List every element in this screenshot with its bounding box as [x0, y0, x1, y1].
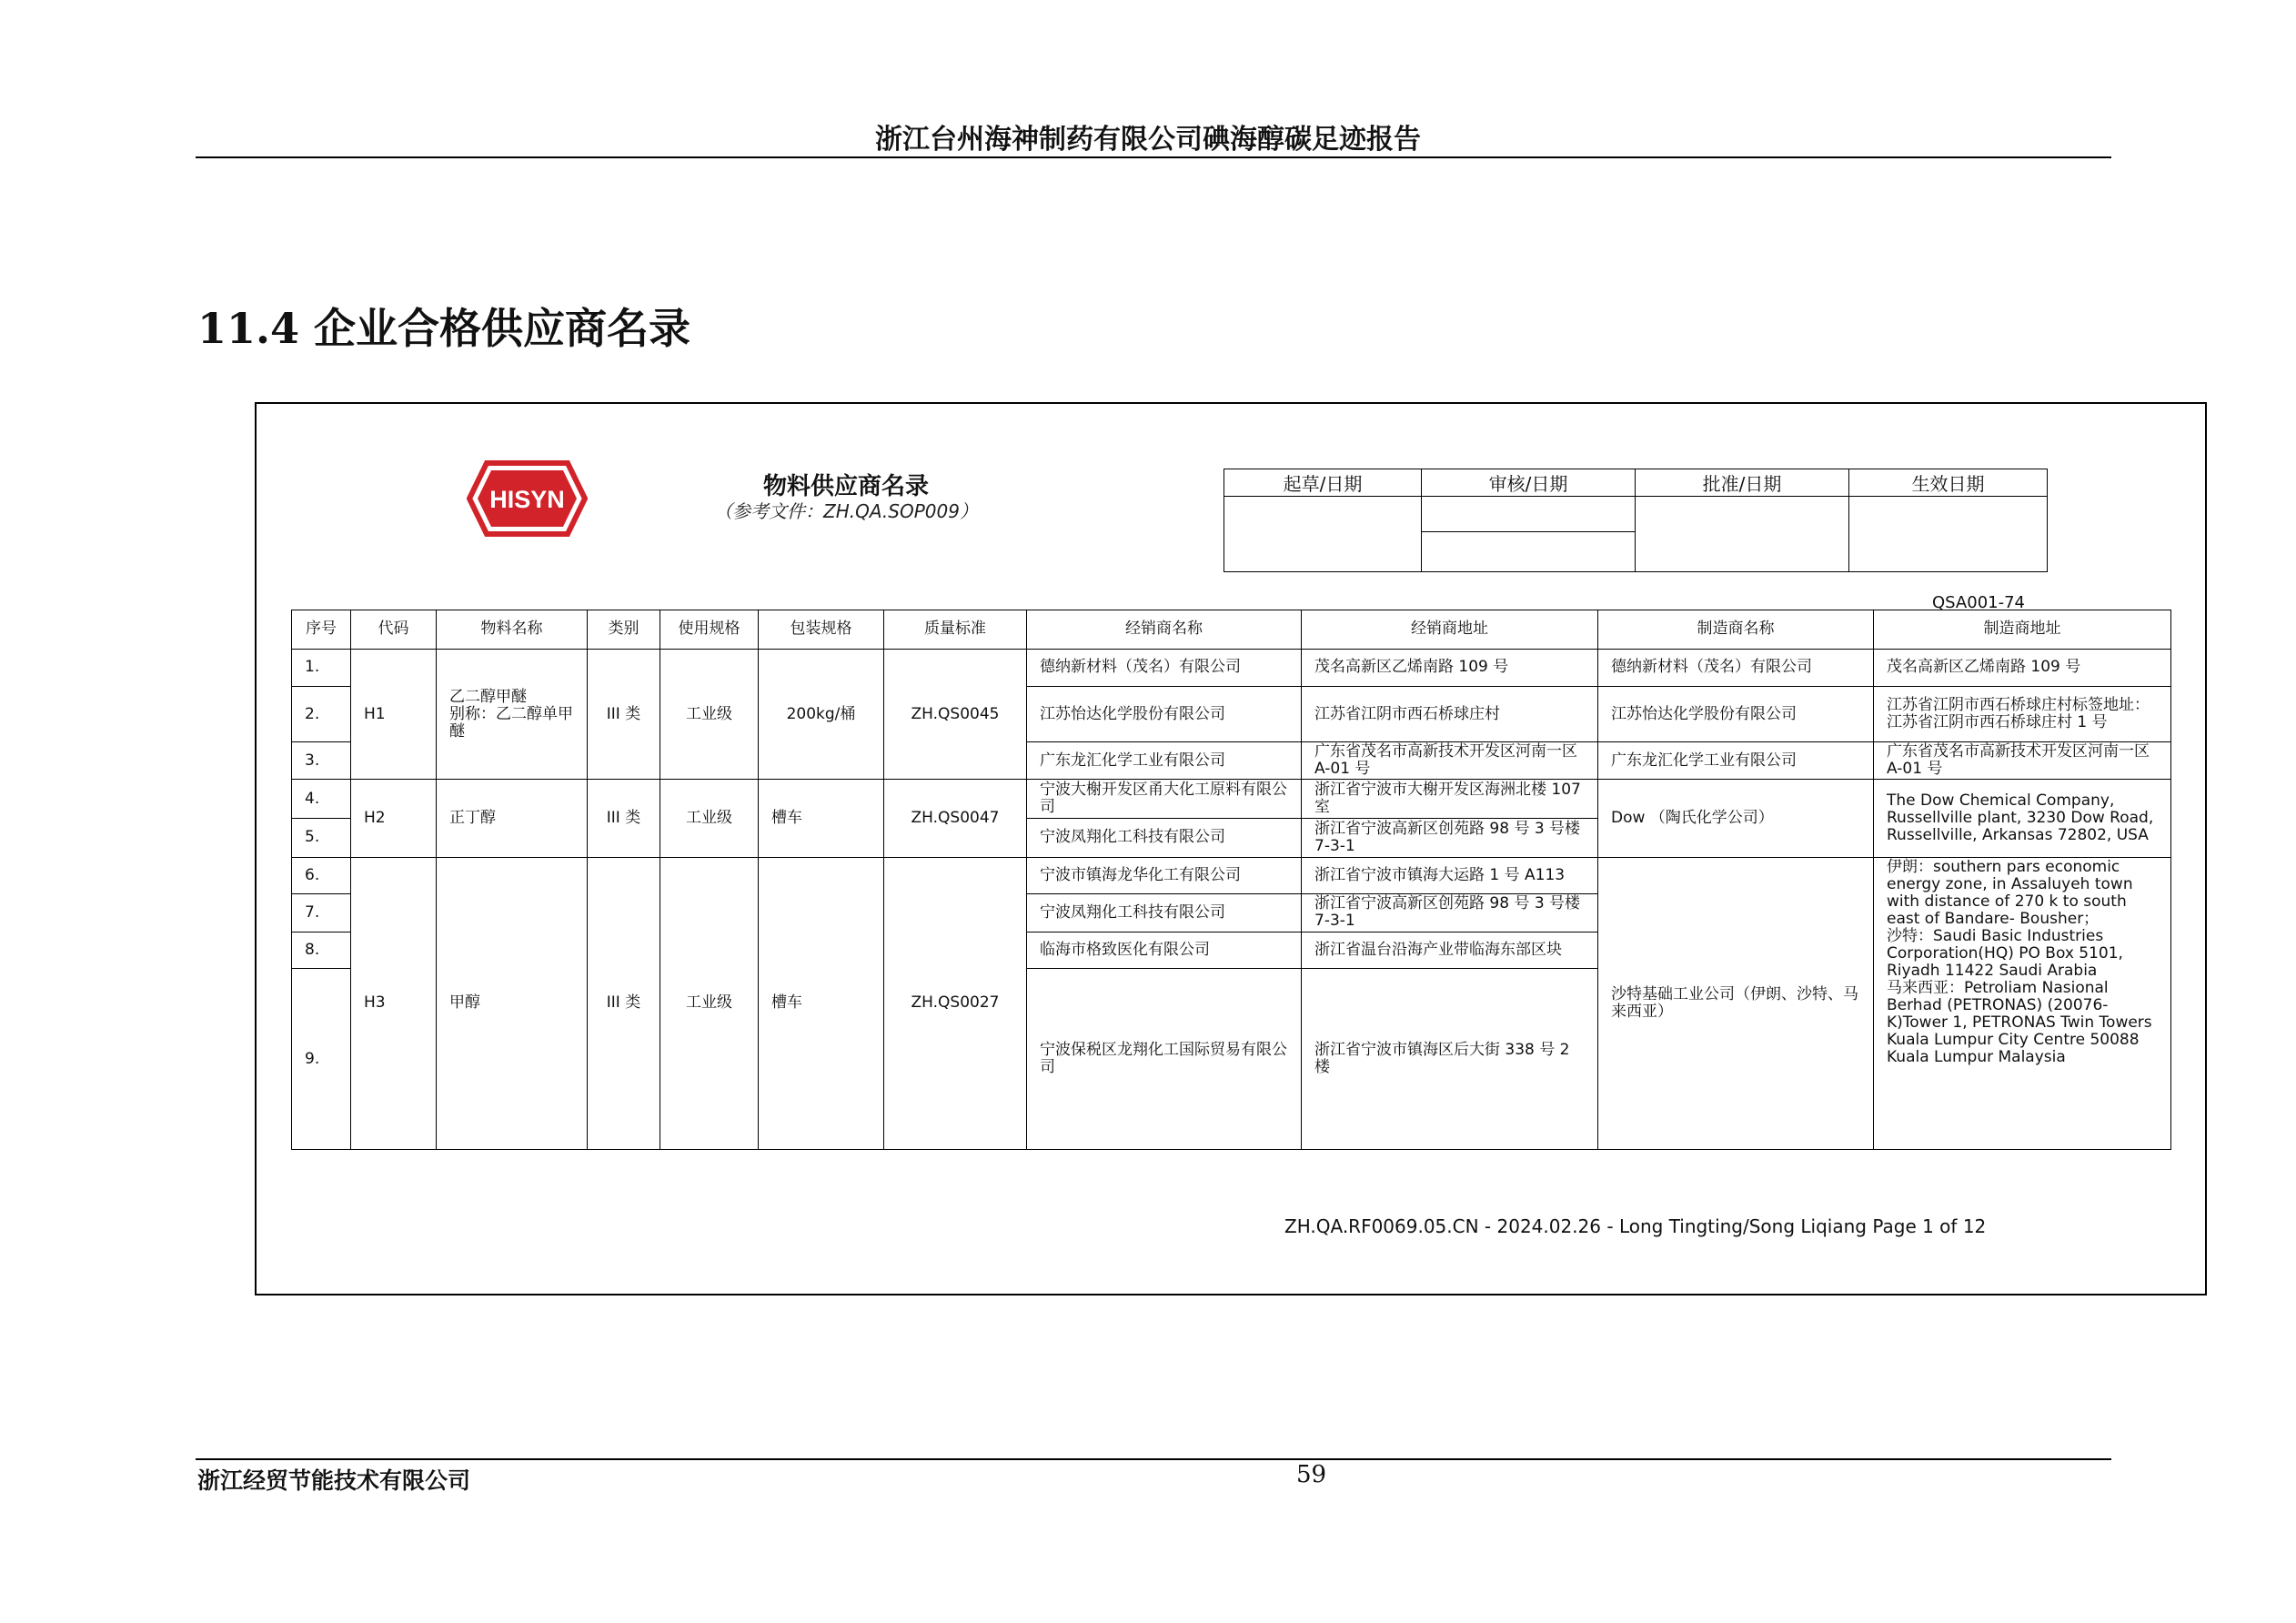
- package-spec: 200kg/桶: [759, 649, 884, 780]
- manufacturer-address: 江苏省江阴市西石桥球庄村标签地址：江苏省江阴市西石桥球庄村 1 号: [1874, 687, 2171, 742]
- form-code: QSA001-74: [1932, 593, 2025, 612]
- form-footer-code: ZH.QA.RF0069.05.CN - 2024.02.26 - Long Tingting/Song Liqiang Page 1 of 12: [1284, 1215, 1987, 1237]
- distributor-name: 宁波保税区龙翔化工国际贸易有限公司: [1027, 969, 1302, 1150]
- package-spec: 槽车: [759, 780, 884, 857]
- row-no: 5.: [292, 819, 351, 858]
- col-header-standard: 质量标准: [884, 610, 1027, 650]
- manufacturer-name: 德纳新材料（茂名）有限公司: [1598, 649, 1874, 687]
- distributor-address: 浙江省宁波市镇海区后大街 338 号 2 楼: [1302, 969, 1598, 1150]
- material-category: III 类: [588, 780, 660, 857]
- approval-table: [1224, 469, 2048, 572]
- approval-cell-approve: [1636, 497, 1849, 572]
- table-row: [292, 780, 2171, 819]
- row-no: 4.: [292, 780, 351, 819]
- material-code: H1: [351, 649, 437, 780]
- col-header-manufacturer: 制造商名称: [1598, 610, 1874, 650]
- distributor-name: 德纳新材料（茂名）有限公司: [1027, 649, 1302, 687]
- form-title: 物料供应商名录: [762, 473, 929, 500]
- distributor-address: 江苏省江阴市西石桥球庄村: [1302, 687, 1598, 742]
- material-name: 正丁醇: [437, 780, 588, 857]
- quality-standard: ZH.QS0027: [884, 857, 1027, 1149]
- material-category: III 类: [588, 857, 660, 1149]
- package-spec: 槽车: [759, 857, 884, 1149]
- distributor-address: 广东省茂名市高新技术开发区河南一区 A-01 号: [1302, 741, 1598, 780]
- supplier-table: [291, 610, 2171, 1150]
- distributor-name: 临海市格致医化有限公司: [1027, 932, 1302, 969]
- col-header-material: 物料名称: [437, 610, 588, 650]
- col-header-manufacturer-address: 制造商地址: [1874, 610, 2171, 650]
- header-divider: [196, 156, 2111, 158]
- page-header-title: 浙江台州海神制药有限公司碘海醇碳足迹报告: [875, 124, 1421, 156]
- distributor-address: 浙江省宁波市大榭开发区海洲北楼 107 室: [1302, 780, 1598, 819]
- material-code: H3: [351, 857, 437, 1149]
- quality-standard: ZH.QS0045: [884, 649, 1027, 780]
- distributor-name: 宁波市镇海龙华化工有限公司: [1027, 857, 1302, 894]
- row-no: 3.: [292, 741, 351, 780]
- footer-company: 浙江经贸节能技术有限公司: [197, 1467, 471, 1494]
- manufacturer-name: 江苏怡达化学股份有限公司: [1598, 687, 1874, 742]
- approval-header-effective: 生效日期: [1849, 469, 2048, 497]
- section-title: 11.4 企业合格供应商名录: [197, 304, 691, 353]
- col-header-distributor-address: 经销商地址: [1302, 610, 1598, 650]
- col-header-category: 类别: [588, 610, 660, 650]
- footer-divider: [196, 1458, 2111, 1460]
- row-no: 2.: [292, 687, 351, 742]
- table-row: [292, 857, 2171, 894]
- usage-spec: 工业级: [660, 857, 759, 1149]
- material-code: H2: [351, 780, 437, 857]
- page-number: 59: [1296, 1461, 1327, 1488]
- approval-header-review: 审核/日期: [1422, 469, 1636, 497]
- col-header-usage-spec: 使用规格: [660, 610, 759, 650]
- manufacturer-address: 广东省茂名市高新技术开发区河南一区 A-01 号: [1874, 741, 2171, 780]
- quality-standard: ZH.QS0047: [884, 780, 1027, 857]
- table-row: [292, 649, 2171, 687]
- usage-spec: 工业级: [660, 780, 759, 857]
- manufacturer-address: 伊朗：southern pars economic energy zone, in Assaluyeh town with distance of 270 k to south east of Bandare- Bousher； 沙特：Saudi Basic Industries Corporation(HQ) PO Box 5101, Riyadh 11422 Saudi Arabia 马来西亚：Petroliam Nasional Berhad (PETRONAS) (20076-K)Tower 1, PETRONAS Twin Towers Kuala Lumpur City Centre 50088 Kuala Lumpur Malaysia: [1874, 857, 2171, 1149]
- row-no: 8.: [292, 932, 351, 969]
- material-name: 甲醇: [437, 857, 588, 1149]
- col-header-package: 包装规格: [759, 610, 884, 650]
- distributor-name: 宁波凤翔化工科技有限公司: [1027, 894, 1302, 932]
- distributor-address: 浙江省宁波高新区创苑路 98 号 3 号楼 7-3-1: [1302, 819, 1598, 858]
- col-header-code: 代码: [351, 610, 437, 650]
- distributor-address: 茂名高新区乙烯南路 109 号: [1302, 649, 1598, 687]
- manufacturer-name: 沙特基础工业公司（伊朗、沙特、马来西亚）: [1598, 857, 1874, 1149]
- approval-cell-review-2: [1422, 531, 1636, 571]
- approval-cell-review-1: [1422, 497, 1636, 531]
- approval-cell-effective: [1849, 497, 2048, 572]
- logo-text: HISYN: [489, 486, 565, 513]
- distributor-address: 浙江省温台沿海产业带临海东部区块: [1302, 932, 1598, 969]
- manufacturer-address: 茂名高新区乙烯南路 109 号: [1874, 649, 2171, 687]
- distributor-address: 浙江省宁波市镇海大运路 1 号 A113: [1302, 857, 1598, 894]
- row-no: 9.: [292, 969, 351, 1150]
- row-no: 1.: [292, 649, 351, 687]
- material-category: III 类: [588, 649, 660, 780]
- material-name: 乙二醇甲醚 别称：乙二醇单甲醚: [437, 649, 588, 780]
- approval-header-approve: 批准/日期: [1636, 469, 1849, 497]
- usage-spec: 工业级: [660, 649, 759, 780]
- col-header-distributor: 经销商名称: [1027, 610, 1302, 650]
- col-header-no: 序号: [292, 610, 351, 650]
- row-no: 6.: [292, 857, 351, 894]
- distributor-name: 广东龙汇化学工业有限公司: [1027, 741, 1302, 780]
- approval-header-draft: 起草/日期: [1224, 469, 1422, 497]
- hisyn-logo: [467, 460, 588, 537]
- manufacturer-address: The Dow Chemical Company, Russellville plant, 3230 Dow Road, Russellville, Arkansas 72802, USA: [1874, 780, 2171, 857]
- distributor-name: 宁波大榭开发区甬大化工原料有限公司: [1027, 780, 1302, 819]
- manufacturer-name: 广东龙汇化学工业有限公司: [1598, 741, 1874, 780]
- distributor-name: 江苏怡达化学股份有限公司: [1027, 687, 1302, 742]
- manufacturer-name: Dow （陶氏化学公司）: [1598, 780, 1874, 857]
- distributor-address: 浙江省宁波高新区创苑路 98 号 3 号楼 7-3-1: [1302, 894, 1598, 932]
- distributor-name: 宁波凤翔化工科技有限公司: [1027, 819, 1302, 858]
- approval-cell-draft: [1224, 497, 1422, 572]
- row-no: 7.: [292, 894, 351, 932]
- table-header-row: [292, 610, 2171, 650]
- form-reference: （参考文件：ZH.QA.SOP009）: [714, 500, 978, 522]
